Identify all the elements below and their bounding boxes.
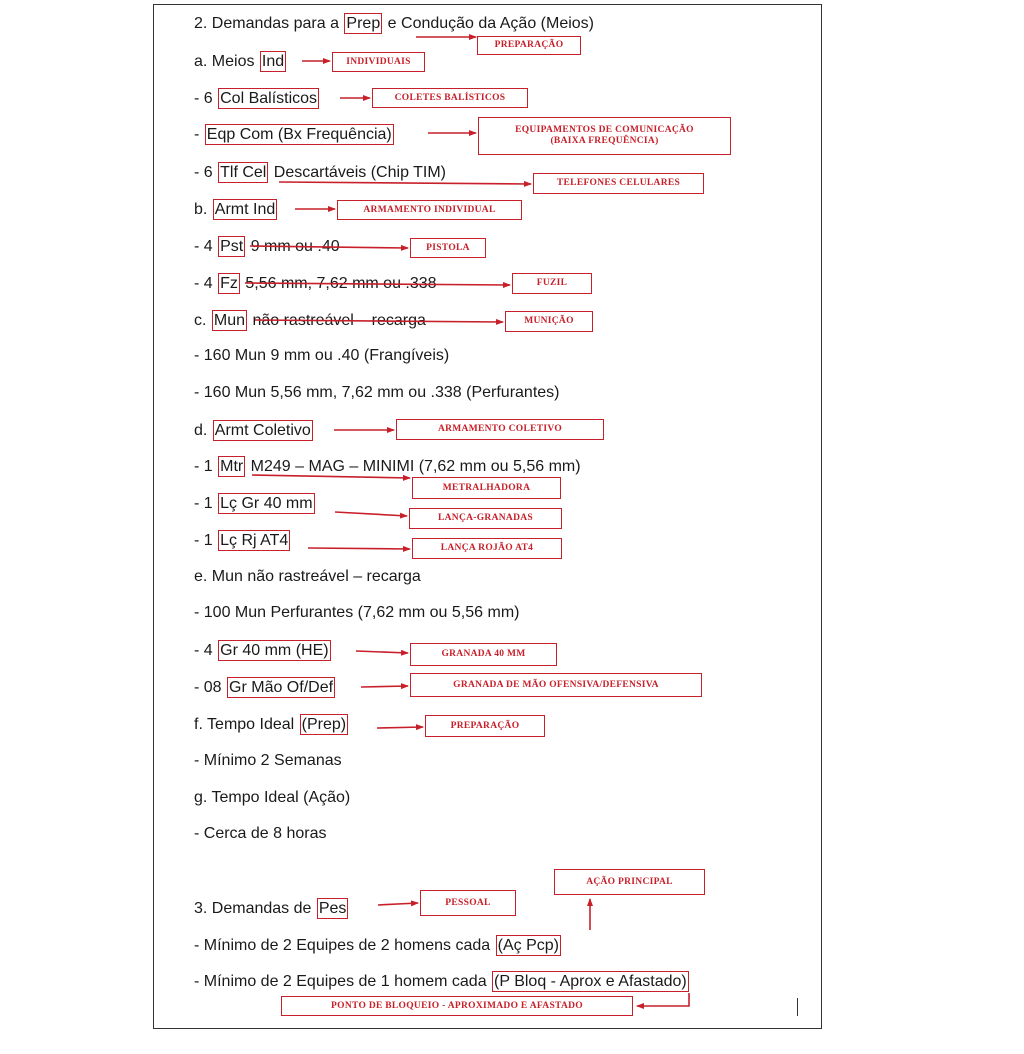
line-mun-556 (194, 383, 560, 403)
highlight-prep: Prep (346, 15, 381, 32)
line-lc-rj (194, 530, 291, 551)
text: f. Tempo Ideal (194, 716, 299, 733)
text: 5,56 mm, 7,62 mm ou .338 (240, 275, 437, 292)
text: b. (194, 201, 212, 218)
text: - 4 (194, 642, 218, 659)
label-telefones: TELEFONES CELULARES (533, 173, 704, 194)
highlight-mun: Mun (213, 312, 246, 329)
text: 2. Demandas para a (194, 15, 344, 32)
heading-demandas-pes (194, 898, 349, 919)
text: e Condução da Ação (Meios) (383, 15, 595, 32)
label-equip-line2: (BAIXA FREQUÊNCIA) (550, 136, 659, 146)
label-lanca-rojao: LANÇA ROJÃO AT4 (412, 538, 562, 559)
label-granada-mao: GRANADA DE MÃO OFENSIVA/DEFENSIVA (410, 673, 702, 697)
label-lanca-granadas: LANÇA-GRANADAS (409, 508, 562, 529)
text: g. Tempo Ideal (Ação) (194, 789, 351, 806)
label-armamento-individual: ARMAMENTO INDIVIDUAL (337, 200, 522, 220)
text: - Mínimo de 2 Equipes de 2 homens cada (194, 937, 495, 954)
text: 9 mm ou .40 (246, 238, 340, 255)
label-armamento-coletivo: ARMAMENTO COLETIVO (396, 419, 604, 440)
highlight-eqp: Eqp Com (Bx Frequência) (206, 126, 392, 143)
highlight-tlf: Tlf Cel (220, 164, 267, 181)
highlight-ind: Ind (261, 53, 285, 70)
line-fz (194, 273, 437, 294)
label-ponto-bloqueio: PONTO DE BLOQUEIO - APROXIMADO E AFASTADO (281, 996, 633, 1016)
line-col-balisticos (194, 88, 320, 109)
text-cursor (797, 998, 798, 1016)
label-municao: MUNIÇÃO (505, 311, 593, 332)
line-mtr (194, 456, 581, 477)
label-pistola: PISTOLA (410, 238, 486, 258)
highlight-gr-mao: Gr Mão Of/Def (229, 679, 334, 696)
label-pessoal: PESSOAL (420, 890, 516, 916)
label-fuzil: FUZIL (512, 273, 592, 294)
highlight-fz: Fz (220, 275, 238, 292)
label-individuais: INDIVIDUAIS (332, 52, 425, 72)
line-meios-ind (194, 51, 287, 72)
line-equipes-2 (194, 935, 562, 956)
label-acao-principal: AÇÃO PRINCIPAL (554, 869, 705, 895)
text: - 4 (194, 238, 218, 255)
line-mun-rastreavel (194, 567, 421, 587)
text: - 100 Mun Perfurantes (7,62 mm ou 5,56 mm) (194, 604, 520, 621)
text: - 6 (194, 164, 218, 181)
text: d. (194, 422, 212, 439)
text: e. Mun não rastreável – recarga (194, 568, 421, 585)
text: - Mínimo 2 Semanas (194, 752, 342, 769)
label-preparacao: PREPARAÇÃO (477, 36, 581, 55)
highlight-armt-ind: Armt Ind (214, 201, 276, 218)
heading-demandas-prep (194, 13, 594, 34)
line-tempo-acao (194, 788, 350, 808)
highlight-pes: Pes (318, 900, 347, 917)
text: - 08 (194, 679, 227, 696)
text: Descartáveis (Chip TIM) (269, 164, 446, 181)
line-tlf-cel (194, 162, 446, 183)
highlight-lc-rj: Lç Rj AT4 (220, 532, 289, 549)
line-armt-ind (194, 199, 278, 220)
text: - 1 (194, 458, 218, 475)
highlight-ac-pcp: (Aç Pcp) (497, 937, 559, 954)
label-equipamentos (478, 117, 731, 155)
text: M249 – MAG – MINIMI (7,62 mm ou 5,56 mm) (246, 458, 581, 475)
highlight-prep2: (Prep) (301, 716, 347, 733)
text: - 4 (194, 275, 218, 292)
text: a. Meios (194, 53, 259, 70)
label-preparacao-2: PREPARAÇÃO (425, 715, 545, 737)
line-eqp-com (194, 124, 395, 145)
highlight-pst: Pst (220, 238, 244, 255)
label-equip-line1: EQUIPAMENTOS DE COMUNICAÇÃO (515, 125, 694, 135)
highlight-p-bloq: (P Bloq - Aprox e Afastado) (494, 973, 687, 990)
line-cerca-horas (194, 824, 327, 844)
text: - 6 (194, 90, 218, 107)
highlight-lc-gr: Lç Gr 40 mm (220, 495, 313, 512)
text: 3. Demandas de (194, 900, 316, 917)
text: - 1 (194, 532, 218, 549)
text: - 1 (194, 495, 218, 512)
highlight-armt-col: Armt Coletivo (214, 422, 311, 439)
line-armt-coletivo (194, 420, 314, 441)
text: - Mínimo de 2 Equipes de 1 homem cada (194, 973, 492, 990)
line-tempo-prep (194, 714, 349, 735)
text: - (194, 126, 204, 143)
text: não rastreável – recarga (248, 312, 426, 329)
line-gr-mao (194, 677, 336, 698)
line-gr-40 (194, 640, 332, 661)
text: - 160 Mun 9 mm ou .40 (Frangíveis) (194, 347, 450, 364)
text: - Cerca de 8 horas (194, 825, 327, 842)
highlight-col: Col Balísticos (220, 90, 318, 107)
line-lc-gr (194, 493, 316, 514)
line-min-semanas (194, 751, 342, 771)
text: c. (194, 312, 211, 329)
label-coletes: COLETES BALÍSTICOS (372, 88, 528, 108)
label-metralhadora: METRALHADORA (412, 477, 561, 499)
line-mun (194, 310, 426, 331)
line-mun-perfurantes (194, 603, 519, 623)
line-mun-9mm (194, 346, 449, 366)
label-granada-40: GRANADA 40 MM (410, 643, 557, 666)
line-equipes-1 (194, 971, 690, 992)
highlight-gr40: Gr 40 mm (HE) (220, 642, 329, 659)
text: - 160 Mun 5,56 mm, 7,62 mm ou .338 (Perfurantes) (194, 384, 560, 401)
highlight-mtr: Mtr (220, 458, 244, 475)
line-pst (194, 236, 340, 257)
